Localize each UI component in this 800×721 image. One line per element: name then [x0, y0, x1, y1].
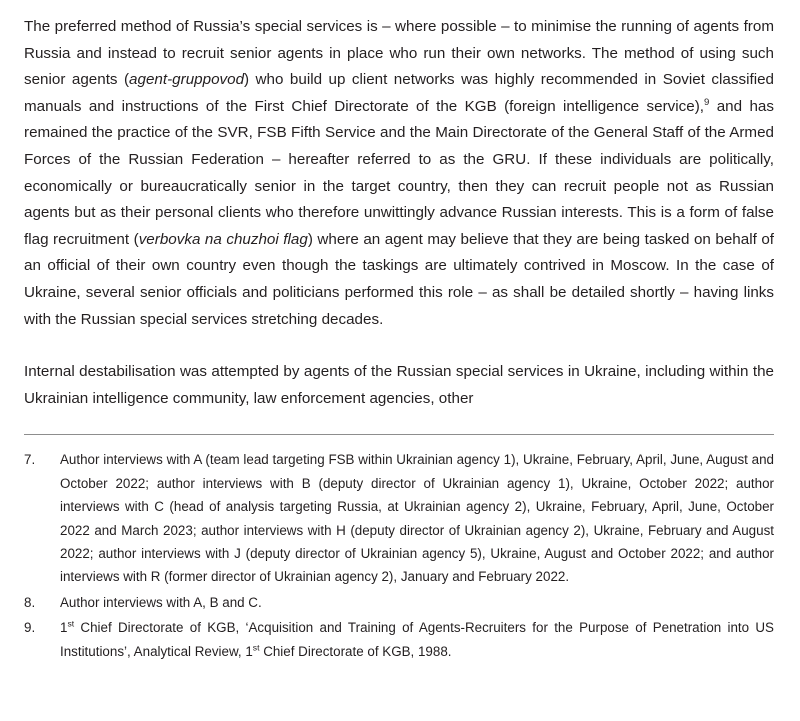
footnote-number: 9. — [24, 620, 36, 636]
footnote-number: 8. — [24, 594, 36, 610]
body-text-block — [24, 14, 774, 412]
footnote-number: 7. — [24, 452, 36, 468]
paragraph: The preferred method of Russia’s special services is – where possible – to minimise the running of agents from Russia and instead to recruit senior agents in place who run their own networks. The method of using such senior agents (agent-gruppovod) who build up client networks was highly recommended in Soviet classified manuals and instructions of the First Chief Directorate of the KGB (foreign intelligence service),$^9$ and has remained the practice of the SVR, FSB Fifth Service and the Main Directorate of the General Staff of the Armed Forces of the Russian Federation – hereafter referred to as the GRU. If these individuals are politically, economically or bureaucratically senior in the target country, then they can recruit people not as Russian agents but as their personal clients who therefore unwittingly advance Russian interests. This is a form of false flag recruitment (verbovka na chuzhoi flag) where an agent may believe that they are being tasked on behalf of an official of their own country even though the taskings are ultimately contrived in Moscow. In the case of Ukraine, several senior officials and politicians performed this role – as shall be detailed shortly – having links with the Russian special services stretching decades. — [24, 18, 775, 328]
footnote-text: Author interviews with A (team lead targeting FSB within Ukrainian agency 1), Ukraine, February, April, June, August and October 2022; author interviews with B (deputy director of Ukrainian agency 1), Ukraine, October 2022; author interviews with C (head of analysis targeting Russia, at Ukrainian agency 2), Ukraine, February, April, June, October 2022 and March 2023; author interviews with H (deputy director of Ukrainian agency 2), Ukraine, February and August 2022; author interviews with J (deputy director of Ukrainian agency 5), Ukraine, August and October 2022; and author interviews with R (former director of Ukrainian agency 2), January and February 2022. — [60, 452, 774, 585]
paragraph: Internal destabilisation was attempted by agents of the Russian special services in Ukraine, including within the Ukrainian intelligence community, law enforcement agencies, other — [24, 363, 774, 407]
footnote-list — [24, 448, 774, 663]
footnote-separator — [24, 434, 774, 435]
footnote-item — [24, 616, 774, 663]
footnote-item — [24, 448, 774, 588]
footnote-text: Author interviews with A, B and C. — [60, 594, 262, 610]
footnote-item — [24, 591, 774, 614]
footnote-text: 1st Chief Directorate of KGB, ‘Acquisition and Training of Agents-Recruiters for the Purpose of Penetration into US Institutions’, Analytical Review, 1st Chief Directorate of KGB, 1988. — [60, 618, 774, 659]
